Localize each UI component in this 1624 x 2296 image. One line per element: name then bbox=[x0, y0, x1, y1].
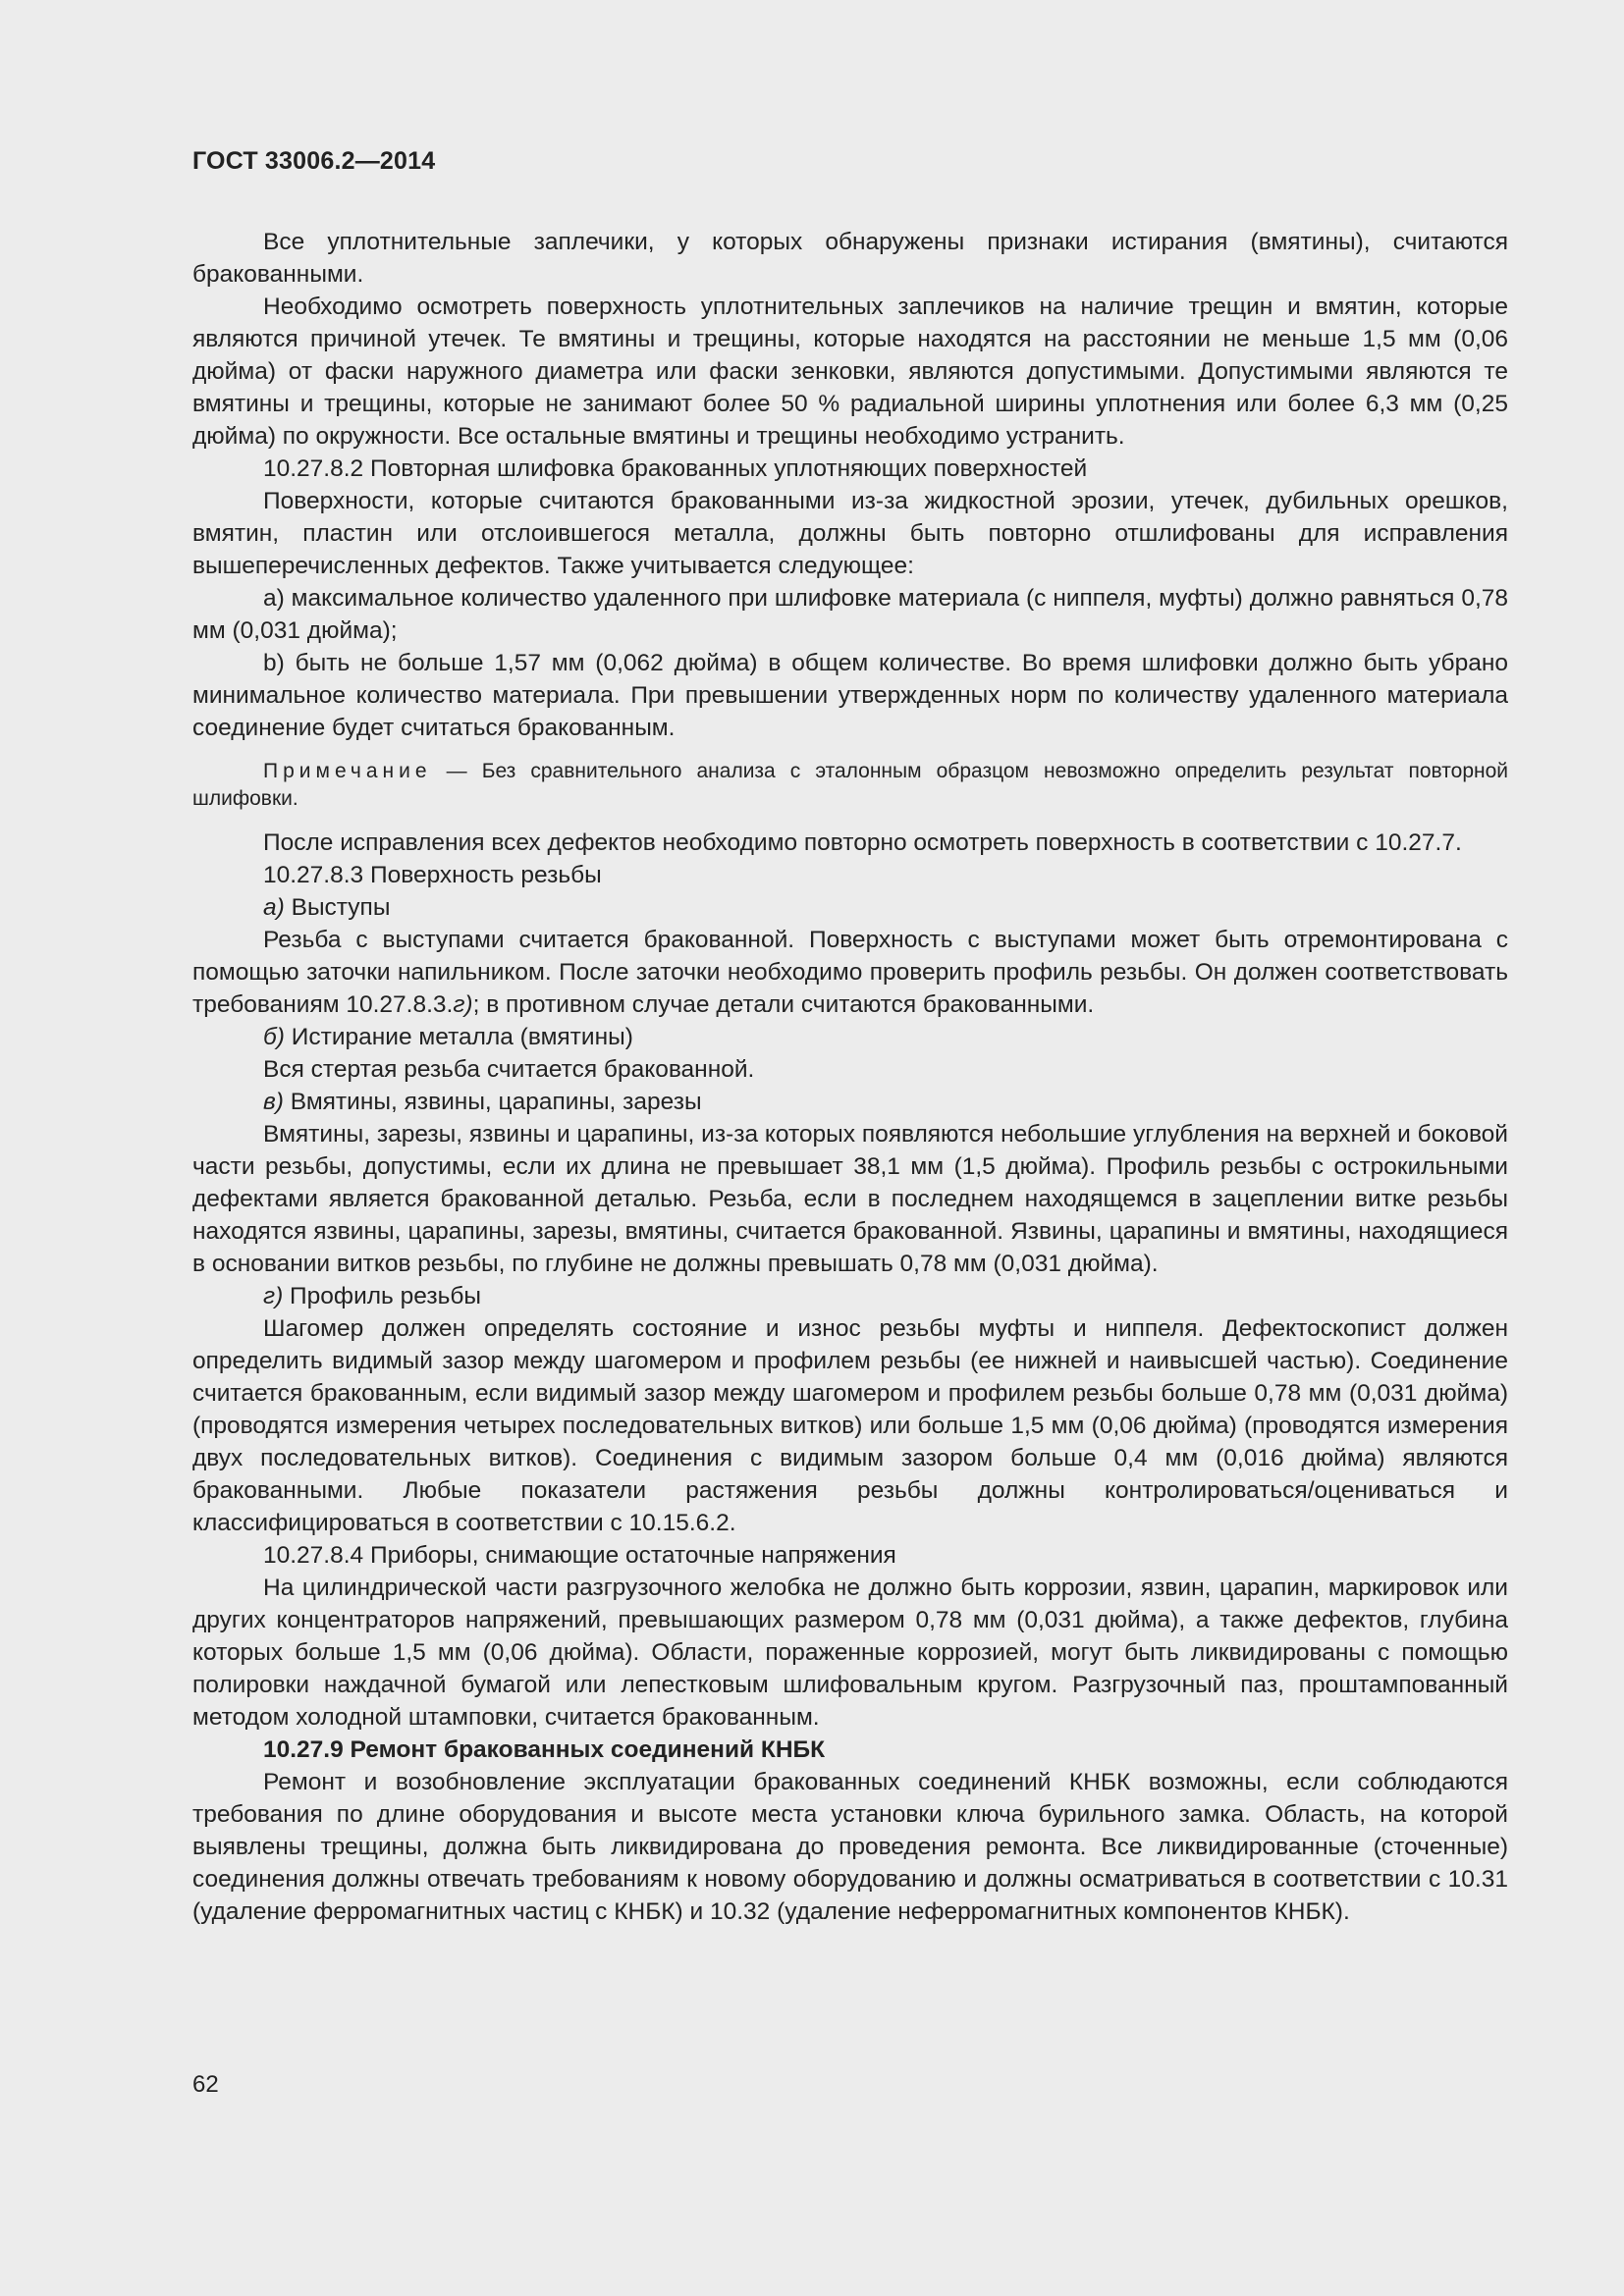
subitem-a-body bbox=[192, 924, 1508, 1021]
paragraph-shoulders-wear: Все уплотнительные заплечики, у которых обнаружены признаки истирания (вмятины), считаются бракованными. bbox=[192, 229, 1508, 288]
subitem-g-marker: г) bbox=[263, 1283, 284, 1309]
document-code-header: ГОСТ 33006.2—2014 bbox=[192, 147, 436, 175]
section-10-27-8-3-title: 10.27.8.3 Поверхность резьбы bbox=[263, 862, 602, 888]
note-text: Без сравнительного анализа с эталонным образцом невозможно определить результат повторной шлифовки. bbox=[192, 760, 1509, 810]
subitem-v-text: Вмятины, язвины, царапины, зарезы bbox=[283, 1089, 702, 1115]
subitem-v-marker: в) bbox=[263, 1089, 284, 1115]
list-item-a-max-removal: a) максимальное количество удаленного при шлифовке материала (с ниппеля, муфты) должно равняться 0,78 мм (0,031 дюйма); bbox=[192, 585, 1508, 644]
subitem-v-title bbox=[192, 1086, 1508, 1118]
subitem-b-title bbox=[192, 1021, 1508, 1053]
list-item-b-total-removal: b) быть не больше 1,57 мм (0,062 дюйма) в общем количестве. Во время шлифовки должно быть убрано минимальное количество материала. При превышении утвержденных норм по количеству удаленного материала соединение будет считаться бракованным. bbox=[192, 650, 1508, 741]
subitem-a-body-start: Резьба с выступами считается бракованной. Поверхность с выступами может быть отремонтирована с помощью заточки напильником. После заточки необходимо проверить профиль резьбы. Он должен соответствовать требованиям 10.27.8.3. bbox=[192, 927, 1508, 1018]
paragraph-reinspect: После исправления всех дефектов необходимо повторно осмотреть поверхность в соответствии с 10.27.7. bbox=[263, 829, 1462, 856]
page-number: 62 bbox=[192, 2071, 219, 2098]
note-label: Примечание bbox=[263, 760, 432, 782]
subitem-a-title bbox=[192, 891, 1508, 924]
note-dash: — bbox=[431, 760, 482, 782]
subitem-a-marker: а) bbox=[263, 894, 285, 921]
section-10-27-8-4-body: На цилиндрической части разгрузочного желобка не должно быть коррозии, язвин, царапин, маркировок или других концентраторов напряжений, превышающих размером 0,78 мм (0,031 дюйма), а также дефектов, глубина которых больше 1,5 мм (0,06 дюйма). Области, пораженные коррозией, могут быть ликвидированы с помощью полировки наждачной бумагой или лепестковым шлифовальным кругом. Разгрузочный паз, проштампованный методом холодной штамповки, считается бракованным. bbox=[192, 1575, 1508, 1731]
subitem-v-body: Вмятины, зарезы, язвины и царапины, из-за которых появляются небольшие углубления на верхней и боковой части резьбы, допустимы, если их длина не превышает 38,1 мм (1,5 дюйма). Профиль резьбы с острокильными дефектами является бракованной деталью. Резьба, если в последнем находящемся в зацеплении витке резьбы находятся язвины, царапины, зарезы, вмятины, считается бракованной. Язвины, царапины и вмятины, находящиеся в основании витков резьбы, по глубине не должны превышать 0,78 мм (0,031 дюйма). bbox=[192, 1121, 1508, 1277]
subitem-g-body: Шагомер должен определять состояние и износ резьбы муфты и ниппеля. Дефектоскопист должен определить видимый зазор между шагомером и профилем резьбы (ее нижней и наивысшей частью). Соединение считается бракованным, если видимый зазор между шагомером и профилем резьбы больше 0,78 мм (0,031 дюйма) (проводятся измерения четырех последовательных витков) или больше 1,5 мм (0,06 дюйма) (проводятся измерения двух последовательных витков). Соединения с видимым зазором больше 0,4 мм (0,016 дюйма) являются бракованными. Любые показатели растяжения резьбы должны контролироваться/оцениваться и классифицироваться в соответствии с 10.15.6.2. bbox=[192, 1315, 1508, 1536]
section-10-27-8-2-title: 10.27.8.2 Повторная шлифовка бракованных уплотняющих поверхностей bbox=[263, 455, 1088, 482]
subitem-b-marker: б) bbox=[263, 1024, 285, 1050]
subitem-b-text: Истирание металла (вмятины) bbox=[284, 1024, 633, 1050]
subitem-g-title bbox=[192, 1280, 1508, 1312]
note-paragraph bbox=[192, 758, 1508, 813]
subitem-a-body-ref: г) bbox=[453, 991, 473, 1018]
section-10-27-9-title: 10.27.9 Ремонт бракованных соединений КНБК bbox=[263, 1736, 826, 1763]
subitem-a-text: Выступы bbox=[284, 894, 391, 921]
subitem-b-body: Вся стертая резьба считается бракованной. bbox=[263, 1056, 755, 1083]
document-body bbox=[192, 226, 1508, 1928]
paragraph-regrinding-surfaces: Поверхности, которые считаются бракованными из-за жидкостной эрозии, утечек, дубильных орешков, вмятин, пластин или отслоившегося металла, должны быть повторно отшлифованы для исправления вышеперечисленных дефектов. Также учитывается следующее: bbox=[192, 488, 1508, 579]
subitem-a-body-end: ; в противном случае детали считаются бракованными. bbox=[472, 991, 1095, 1018]
subitem-g-text: Профиль резьбы bbox=[283, 1283, 481, 1309]
section-10-27-8-4-title: 10.27.8.4 Приборы, снимающие остаточные напряжения bbox=[263, 1542, 896, 1569]
paragraph-inspect-shoulders: Необходимо осмотреть поверхность уплотнительных заплечиков на наличие трещин и вмятин, которые являются причиной утечек. Те вмятины и трещины, которые находятся на расстоянии не меньше 1,5 мм (0,06 дюйма) от фаски наружного диаметра или фаски зенковки, являются допустимыми. Допустимыми являются те вмятины и трещины, которые не занимают более 50 % радиальной ширины уплотнения или более 6,3 мм (0,25 дюйма) по окружности. Все остальные вмятины и трещины необходимо устранить. bbox=[192, 294, 1508, 450]
section-10-27-9-body: Ремонт и возобновление эксплуатации бракованных соединений КНБК возможны, если соблюдаются требования по длине оборудования и высоте места установки ключа бурильного замка. Область, на которой выявлены трещины, должна быть ликвидирована до проведения ремонта. Все ликвидированные (сточенные) соединения должны отвечать требованиям к новому оборудованию и должны осматриваться в соответствии с 10.31 (удаление ферромагнитных частиц с КНБК) и 10.32 (удаление неферромагнитных компонентов КНБК). bbox=[192, 1769, 1508, 1925]
